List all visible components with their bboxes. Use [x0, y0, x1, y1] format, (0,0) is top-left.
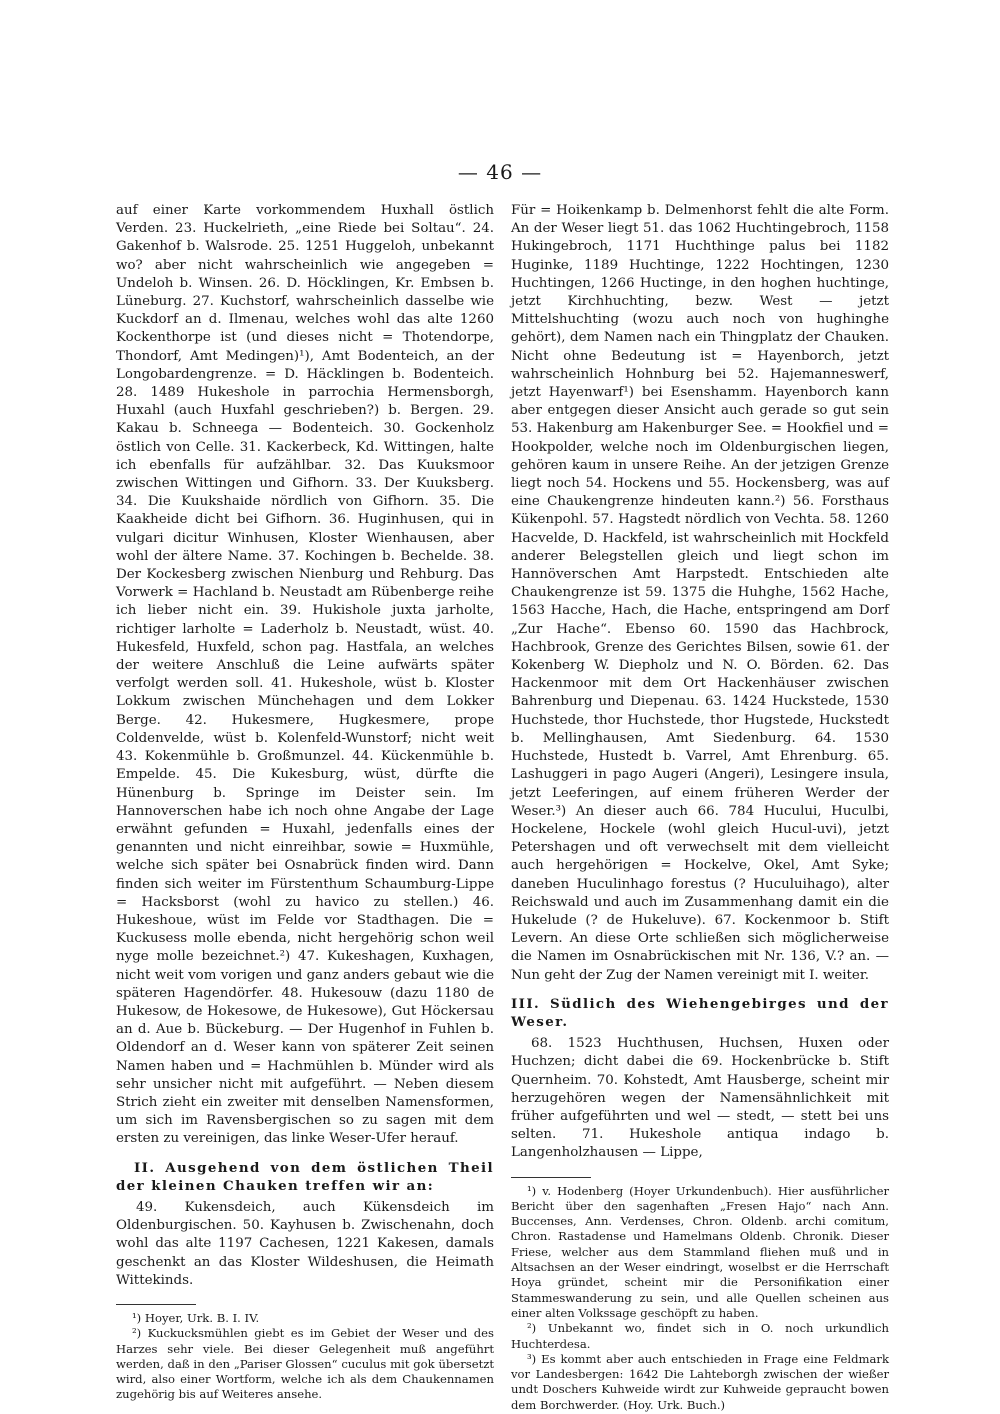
- footnote-2: ²) Kuckucksmühlen giebt es im Gebiet der Weser und des Harzes sehr viele. Bei dieser Gelegenheit muß angeführt werden, daß in den „Pariser Glossen“ cuculus mit gok übersetzt wird, also einer Wortform, welche ich als dem Chaukennamen zugehörig bis auf Weiteres ansehe.: [116, 1326, 494, 1402]
- left-column: [116, 202, 494, 1403]
- footnote-2: ²) Unbekannt wo, findet sich in O. noch urkundlich Huchterdesa.: [511, 1321, 889, 1351]
- right-footnotes: [511, 1184, 889, 1413]
- footnote-1: ¹) v. Hodenberg (Hoyer Urkundenbuch). Hier ausführlicher Bericht über den sagenhaften „Fresen Hajo“ nach Ann. Buccenses, Ann. Verdenses, Chron. Oldenb. archi comitum, Chron. Rastadense und Hamelmans Oldenb. Chronik. Dieser Friese, welcher aus dem Stammland fliehen muß und in Altsachsen an der Weser eindringt, woselbst er die Herrschaft Hoya gründet, scheint mir die Personifikation einer Stammeswanderung zu sein, und alle Quellen scheinen aus einer alten Volkssage geschöpft zu haben.: [511, 1183, 889, 1320]
- right-paragraph-2: 68. 1523 Huchthusen, Huchsen, Huxen oder Huchzen; dicht dabei die 69. Hockenbrücke b. Stift Quernheim. 70. Kohstedt, Amt Hausberge, scheint mir herzugehören wegen der Namensähnlichkeit mit früher aufgeführten und wel — stedt, — stett bei uns selten. 71. Hukeshole antiqua indago b. Langenholzhausen — Lippe,: [511, 1036, 889, 1161]
- footnote-1: ¹) Hoyer, Urk. B. I. IV.: [132, 1310, 260, 1325]
- footnote-divider: [511, 1177, 591, 1178]
- right-paragraph-1: Für = Hoikenkamp b. Delmenhorst fehlt die alte Form. An der Weser liegt 51. das 1062 Huchtingebroch, 1158 Hukingebroch, 1171 Huchthinge palus bei 1182 Huginke, 1189 Huchtinge, 1222 Hochtingen, 1230 Huchtingen, 1266 Huctinge, in den hoghen huchtinge, jetzt Kirchhuchting, bezw. West — jetzt Mittelshuchting (wozu auch noch von hughinghe gehört), dem Namen nach ein Thingplatz der Chauken. Nicht ohne Bedeutung ist = Hayenborch, jetzt wahrscheinlich Hohnburg bei 52. Hajemanneswerf, jetzt Hayenwarf¹) bei Esenshamm. Hayenborch kann aber entgegen dieser Ansicht auch gerade so gut sein 53. Hakenburg am Hakenburger See. = Hookfiel und = Hookpolder, welche noch im Oldenburgischen liegen, gehören kaum in unsere Reihe. An der jetzigen Grenze liegt noch 54. Hockens und 55. Hockensberg, was auf eine Chaukengrenze hindeuten kann.²) 56. Forsthaus Kükenpohl. 57. Hagstedt nördlich von Vechta. 58. 1260 Hacvelde, D. Hackfeld, ist wahrscheinlich mit Hockfeld anderer Belegstellen gleich und liegt schon im Hannöverschen Amt Harpstedt. Entschieden alte Chaukengrenze ist 59. 1375 die Huhghe, 1562 Hache, 1563 Hacche, Hach, die Hache, entspringend am Dorf „Zur Hache“. Ebenso 60. 1590 das Hachbrock, Hachbrook, Grenze des Gerichtes Bilsen, sowie 61. der Kokenberg W. Diepholz und N. O. Börden. 62. Das Hackenmoor mit dem Ort Hackenhäuser zwischen Bahrenburg und Diepenau. 63. 1424 Huckstede, 1530 Huchstede, thor Huchstede, thor Hugstede, Huckstedt b. Mellinghausen, Amt Siedenburg. 64. 1530 Huchstede, Hustedt b. Varrel, Amt Ehrenburg. 65. Lashuggeri in pago Augeri (Angeri), Lesingere insula, jetzt Leeferingen, auf einem früheren Werder der Weser.³) An dieser auch 66. 784 Hucului, Huculbi, Hockelene, Hockele (wohl gleich Hucul-uvi), jetzt Petershagen und oft verwechselt mit dem vielleicht auch hergehörigen = Hockelve, Okel, Amt Syke; daneben Huculinhago forestus (? Huculuihago), alter Reichswald und auch im Zusammenhang damit ein die Hukelude (? de Hukeluve). 67. Kockenmoor b. Stift Levern. An diese Orte schließen sich möglicherweise die Namen im Osnabrückischen mit Nr. 136, V.? an. — Nun geht der Zug der Namen vereinigt mit I. weiter.: [511, 203, 889, 983]
- footnote-3: ³) Es kommt aber auch entschieden in Frage eine Feldmark vor Landesbergen: 1642 Die Lahteborgh zwischen der wießer undt Doschers Kuhweide wirdt zur Kuhweide gepraucht bowen dem Borchwerder. (Hoy. Urk. Buch.): [511, 1351, 889, 1412]
- left-paragraph-2: 49. Kukensdeich, auch Kükensdeich im Oldenburgischen. 50. Kayhusen b. Zwischenahn, doch wohl das alte 1197 Cachesen, 1221 Kakesen, damals geschenkt an das Kloster Wildeshusen, die Heimath Wittekinds.: [116, 1199, 494, 1288]
- section-heading-ii: II. Ausgehend von dem östlichen Theil der kleinen Chauken treffen wir an:: [116, 1159, 494, 1194]
- right-column: [511, 202, 889, 1413]
- footnote-divider: [116, 1304, 196, 1305]
- left-paragraph-1: auf einer Karte vorkommendem Huxhall östlich Verden. 23. Huckelrieth, „eine Riede bei Soltau“. 24. Gakenhof b. Walsrode. 25. 1251 Huggeloh, unbekannt wo? aber nicht wahrscheinlich wie angegeben = Undeloh b. Winsen. 26. D. Höcklingen, Kr. Embsen b. Lüneburg. 27. Kuchstorf, wahrscheinlich dasselbe wie Kuckdorf an d. Ilmenau, welches wohl das alte 1260 Kockenthorpe ist (und dieses nicht = Thotendorpe, Thondorf, Amt Medingen)¹), Amt Bodenteich, an der Longobardengrenze. = D. Häcklingen b. Bodenteich. 28. 1489 Hukeshole in parrochia Hermensborgh, Huxahl (auch Huxfahl geschrieben?) b. Bergen. 29. Kakau b. Schneega — Bodenteich. 30. Gockenholz östlich von Celle. 31. Kackerbeck, Kd. Wittingen, halte ich ebenfalls für aufzählbar. 32. Das Kuuksmoor zwischen Wittingen und Gifhorn. 33. Der Kuuksberg. 34. Die Kuukshaide nördlich von Gifhorn. 35. Die Kaakheide dicht bei Gifhorn. 36. Huginhusen, qui in vulgari dicitur Winhusen, Kloster Wienhausen, aber wohl der ältere Name. 37. Kochingen b. Bechelde. 38. Der Kockesberg zwischen Nienburg und Rehburg. Das Vorwerk = Hachland b. Neustadt am Rübenberge reihe ich lieber nicht ein. 39. Hukishole juxta jarholte, richtiger larholte = Laderholz b. Neustadt, wüst. 40. Hukesfeld, Huxfeld, schon pag. Hastfala, an welches der weitere Anschluß die Leine aufwärts später verfolgt werden soll. 41. Hukeshole, wüst b. Kloster Lokkum zwischen Münchehagen und dem Lokker Berge. 42. Hukesmere, Hugkesmere, prope Coldenvelde, wüst b. Kolenfeld-Wunstorf; nicht weit 43. Kokenmühle b. Großmunzel. 44. Kückenmühle b. Empelde. 45. Die Kukesburg, wüst, dürfte die Hünenburg b. Springe im Deister sein. Im Hannoverschen habe ich noch ohne Angabe der Lage erwähnt gefunden = Huxahl, jedenfalls eines der genannten und nicht einreihbar, sowie = Huxmühle, welche sich später bei Osnabrück finden wird. Dann finden sich weiter im Fürstenthum Schaumburg-Lippe = Hacksborst (wohl zu havico zu stellen.) 46. Hukeshoue, wüst im Felde vor Stadthagen. Die = Kuckusess molle ebenda, nicht hergehörig schon weil nyge molle bezeichnet.²) 47. Kukeshagen, Kuxhagen, nicht weit vom vorigen und ganz anders gebaut wie die späteren Hagendörfer. 48. Hukesouw (dazu 1180 de Hukesow, de Hokesowe, de Hukesowe), Gut Höckersau an d. Aue b. Bückeburg. — Der Hugenhof in Fuhlen b. Oldendorf an d. Weser kann von späterer Zeit seinen Namen haben und = Hachmühlen b. Münder wird als sehr unsicher nicht mit aufgeführt. — Neben diesem Strich zieht ein zweiter mit denselben Namensformen, um sich im Ravensbergischen so zu sagen mit dem ersten zu vereinigen, das linke Weser-Ufer herauf.: [116, 203, 494, 1147]
- page-number: — 46 —: [457, 160, 543, 184]
- section-heading-iii: III. Südlich des Wiehengebirges und der Weser.: [511, 995, 889, 1030]
- left-footnotes: [116, 1311, 494, 1403]
